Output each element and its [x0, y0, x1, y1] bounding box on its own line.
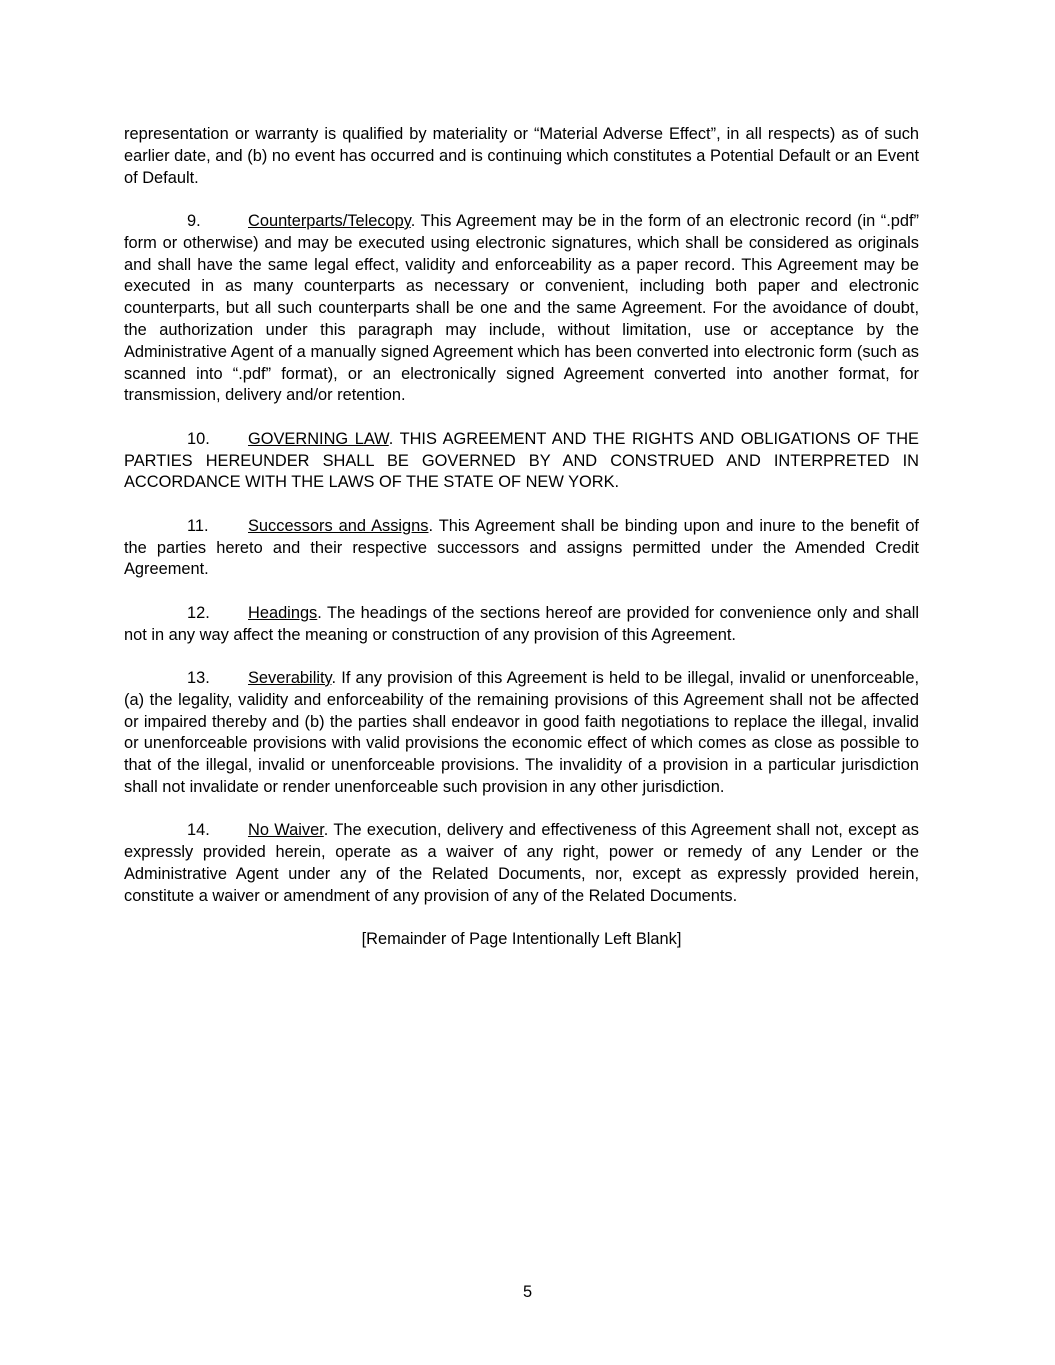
section-heading: GOVERNING LAW — [248, 429, 389, 448]
section-12-headings — [124, 603, 919, 647]
remainder-blank-note: [Remainder of Page Intentionally Left Blank] — [361, 930, 682, 949]
section-number: 9. — [187, 211, 201, 230]
section-number: 13. — [187, 668, 210, 687]
document-body — [124, 124, 919, 951]
paragraph-text: . This Agreement shall be binding upon and inure to the benefit of the parties hereto and their respective successors and assigns permitted under the Amended Credit Agreement. — [124, 516, 919, 579]
page-number: 5 — [522, 1283, 533, 1301]
section-heading: Headings — [248, 603, 318, 622]
section-9-counterparts — [124, 211, 919, 407]
section-number: 12. — [187, 603, 210, 622]
section-heading: Counterparts/Telecopy — [248, 211, 411, 230]
section-number: 11. — [187, 516, 209, 535]
paragraph-text: . The headings of the sections hereof are provided for convenience only and shall not in any way affect the meaning or construction of any provision of this Agreement. — [124, 603, 919, 644]
paragraph-text: . If any provision of this Agreement is held to be illegal, invalid or unenforceable, (a) the legality, validity and enforceability of the remaining provisions of this Agreement shall not be affected or impaired thereby and (b) the parties shall endeavor in good faith negotiations to replace the illegal, invalid or unenforceable provisions with valid provisions the economic effect of which comes as close as possible to that of the illegal, invalid or unenforceable provisions. The invalidity of a provision in a particular jurisdiction shall not invalidate or render unenforceable such provision in any other jurisdiction. — [124, 668, 919, 796]
continuation-paragraph — [124, 124, 919, 189]
section-heading: Successors and Assigns — [248, 516, 429, 535]
section-14-no-waiver — [124, 820, 919, 907]
section-heading: No Waiver — [248, 821, 324, 840]
section-heading: Severability — [248, 668, 332, 687]
paragraph-text: . This Agreement may be in the form of an electronic record (in “.pdf” form or otherwise) and may be executed using electronic signatures, which shall be considered as originals and shall have the same legal effect, validity and enforceability as a paper record. This Agreement may be executed in as many counterparts as necessary or convenient, including both paper and electronic counterparts, but all such counterparts shall be one and the same Agreement. For the avoidance of doubt, the authorization under this paragraph may include, without limitation, use or acceptance by the Administrative Agent of a manually signed Agreement which has been converted into electronic form (such as scanned into “.pdf” format), or an electronically signed Agreement converted into another format, for transmission, delivery and/or retention. — [124, 211, 919, 405]
section-10-governing-law — [124, 429, 919, 494]
paragraph-text: representation or warranty is qualified by materiality or “Material Adverse Effect”, in all respects) as of such earlier date, and (b) no event has occurred and is continuing which constitutes a Potential Default or an Event of Default. — [124, 125, 919, 187]
section-number: 14. — [187, 821, 210, 840]
section-13-severability — [124, 668, 919, 799]
paragraph-text: . The execution, delivery and effectiveness of this Agreement shall not, except as expressly provided herein, operate as a waiver of any right, power or remedy of any Lender or the Administrative Agent under any of the Related Documents, nor, except as expressly provided herein, constitute a waiver or amendment of any provision of any of the Related Documents. — [124, 821, 919, 905]
paragraph-text: . THIS AGREEMENT AND THE RIGHTS AND OBLIGATIONS OF THE PARTIES HEREUNDER SHALL BE GOVERNED BY AND CONSTRUED AND INTERPRETED IN ACCORDANCE WITH THE LAWS OF THE STATE OF NEW YORK. — [124, 429, 919, 492]
section-number: 10. — [187, 429, 210, 448]
section-11-successors — [124, 516, 919, 581]
